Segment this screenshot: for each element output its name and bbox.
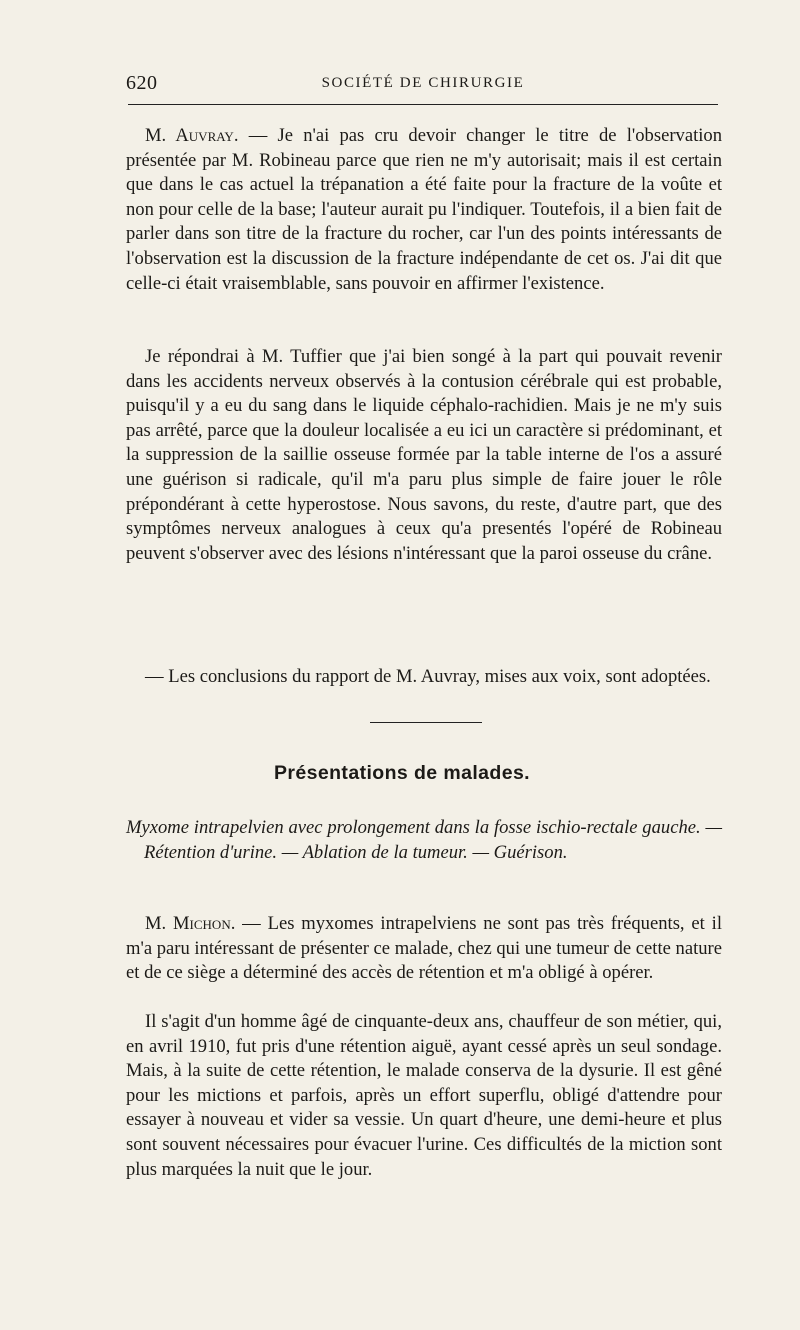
page-number: 620: [126, 72, 158, 94]
header-rule: [128, 104, 718, 105]
paragraph-michon-intro: [126, 912, 722, 986]
paragraph-body: — Les myxomes intrapelviens ne sont pas très fréquents, et il m'a paru intéressant de présenter ce malade, chez qui une tumeur de cette nature et de ce siège a déterminé des accès de rétention et m'a obligé à opérer.: [126, 913, 722, 984]
speaker-name: M. Michon.: [145, 913, 236, 934]
paragraph-conclusions: — Les conclusions du rapport de M. Auvray, mises aux voix, sont adoptées.: [145, 666, 711, 687]
case-title: Myxome intrapelvien avec prolongement dans la fosse ischio-rectale gauche. — Rétention d'urine. — Ablation de la tumeur. — Guérison.: [126, 817, 722, 863]
paragraph-case-history: Il s'agit d'un homme âgé de cinquante-deux ans, chauffeur de son métier, qui, en avril 1910, fut pris d'une rétention aiguë, ayant cessé après un seul sondage. Mais, à la suite de cette rétention, le malade conserva de la dysurie. Il est gêné pour les mictions et parfois, après un effort superflu, obligé d'attendre pour essayer à nouveau et vider sa vessie. Un quart d'heure, une demi-heure et plus sont souvent nécessaires pour évacuer l'urine. Ces difficultés de la miction sont plus marquées la nuit que le jour.: [126, 1011, 722, 1180]
paragraph-auvray-reply: [126, 124, 722, 296]
speaker-name: M. Auvray.: [145, 125, 239, 146]
journal-title: SOCIÉTÉ DE CHIRURGIE: [321, 75, 525, 91]
section-divider: [370, 722, 482, 723]
paragraph-tuffier-reply: Je répondrai à M. Tuffier que j'ai bien songé à la part qui pouvait revenir dans les accidents nerveux observés à la contusion cérébrale qui est probable, puisqu'il y a eu du sang dans le liquide céphalo-rachidien. Mais je ne m'y suis pas arrêté, parce que la douleur localisée a eu ici un caractère si prédominant, et la suppression de la saillie osseuse formée par la table interne de l'os a assuré une guérison si radicale, qu'il m'a paru plus simple de faire jouer le rôle prépondérant à cette hyperostose. Nous savons, du reste, d'autre part, que des symptômes nerveux analogues à ceux qu'a presentés l'opéré de Robineau peuvent s'observer avec des lésions n'intéressant que la paroi osseuse du crâne.: [126, 346, 722, 564]
section-heading: Présentations de malades.: [273, 762, 531, 784]
paragraph-body: — Je n'ai pas cru devoir changer le titre de l'observation présentée par M. Robineau parce que rien ne m'y autorisait; mais il est certain que dans le cas actuel la trépanation a été faite pour la fracture de la voûte et non pour celle de la base; l'auteur aurait pu l'indiquer. Toutefois, il a bien fait de parler dans son titre de la fracture du rocher, car l'un des points intéressants de l'observation est la discussion de la fracture indépendante de cet os. J'ai dit que celle-ci était vraisemblable, sans pouvoir en affirmer l'existence.: [126, 125, 722, 294]
running-head: [126, 72, 720, 96]
